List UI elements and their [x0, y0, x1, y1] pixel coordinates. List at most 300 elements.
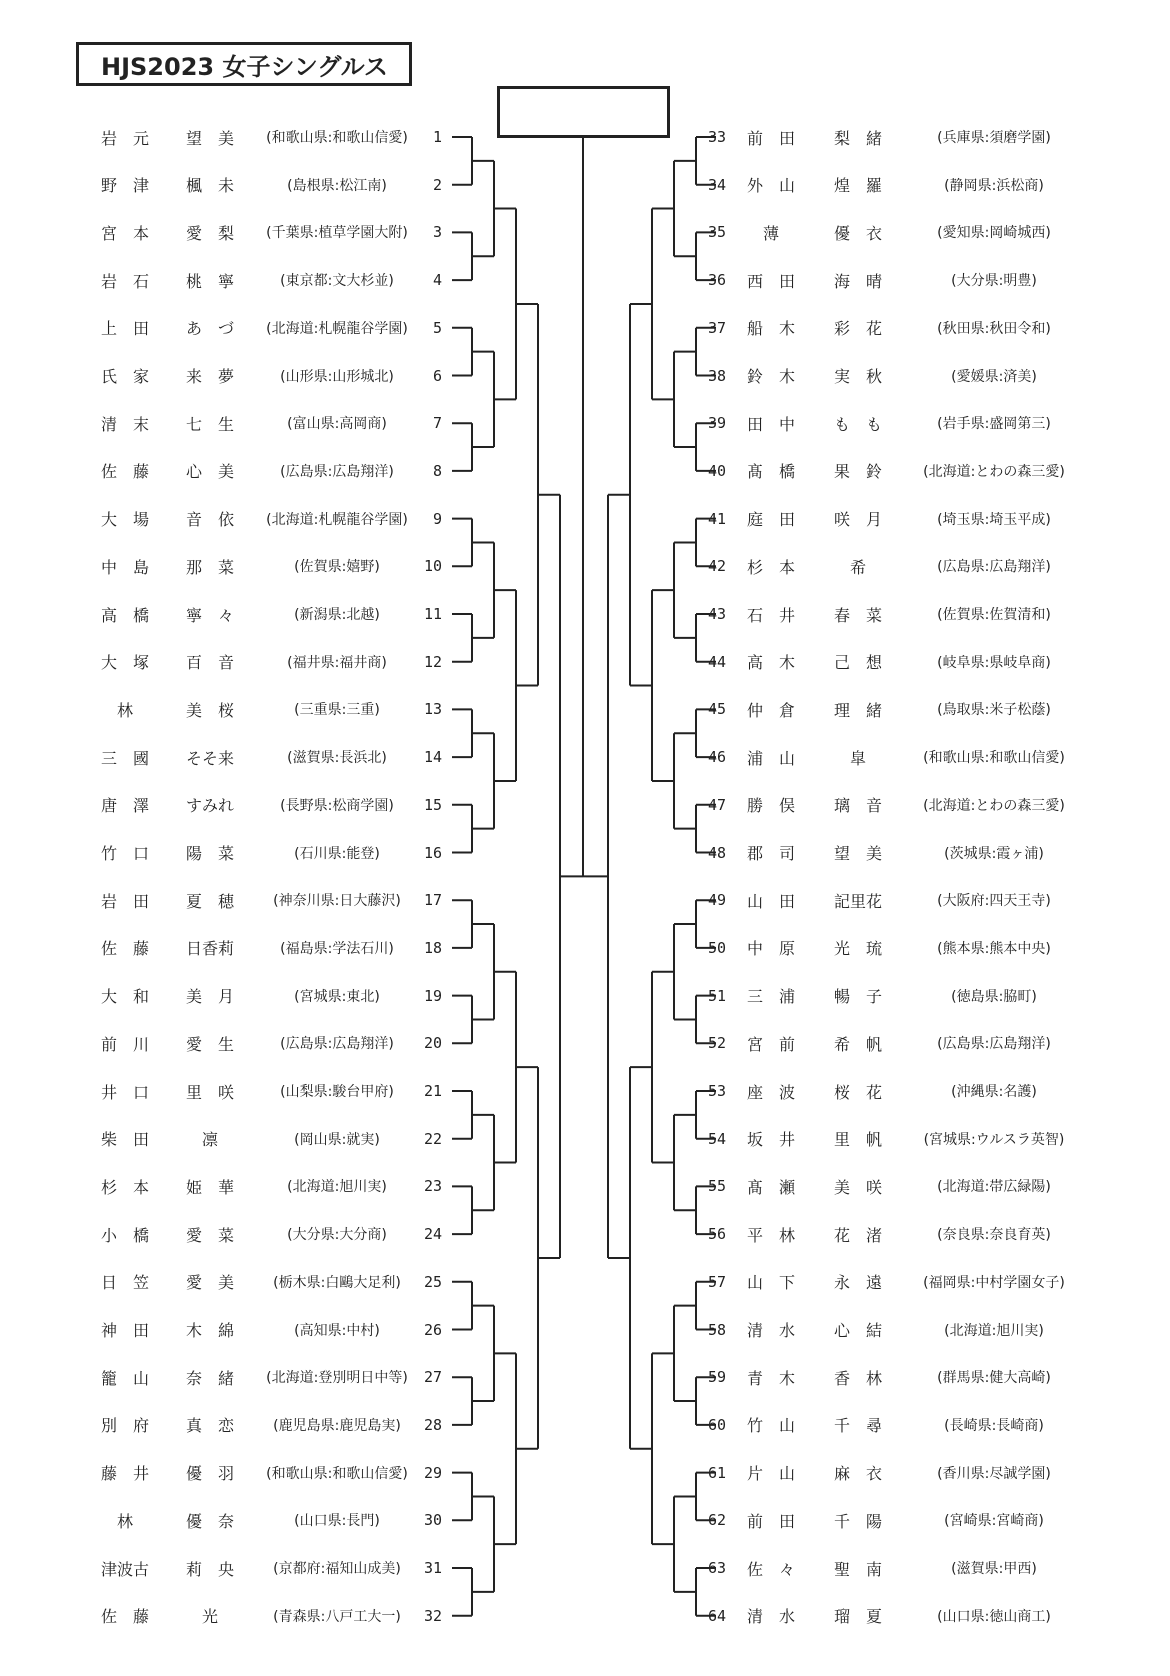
- seed-number: 37: [708, 318, 727, 337]
- player-given-name: 百 音: [185, 653, 234, 673]
- player-row: [80, 170, 442, 200]
- seed-number: 12: [423, 652, 442, 671]
- player-school: (秋田県:秋田令和): [937, 320, 1051, 337]
- player-school: (鳥取県:米子松蔭): [937, 702, 1051, 719]
- player-row: [80, 217, 442, 247]
- player-row: [80, 122, 442, 152]
- seed-number: 24: [423, 1225, 442, 1244]
- player-given-name: 愛 梨: [185, 223, 234, 243]
- player-family-name: 野 津: [100, 176, 149, 196]
- player-row: [80, 361, 442, 391]
- player-family-name: 山 田: [746, 891, 795, 911]
- player-given-name: 里 咲: [185, 1082, 234, 1102]
- player-row: [708, 790, 1074, 820]
- seed-number: 46: [708, 748, 727, 767]
- player-school: (埼玉県:埼玉平成): [937, 511, 1051, 528]
- seed-number: 20: [423, 1034, 442, 1053]
- player-row: [80, 1028, 442, 1058]
- seed-number: 29: [423, 1463, 442, 1482]
- player-given-name: 美 咲: [833, 1177, 882, 1197]
- seed-number: 13: [423, 700, 442, 719]
- seed-number: 9: [432, 509, 442, 528]
- player-row: [80, 885, 442, 915]
- seed-number: 49: [708, 891, 727, 910]
- player-school: (山口県:徳山商工): [937, 1608, 1051, 1625]
- player-school: (佐賀県:佐賀清和): [937, 607, 1051, 623]
- seed-number: 36: [708, 271, 727, 290]
- player-family-name: 杉 本: [746, 557, 795, 577]
- seed-number: 48: [708, 843, 727, 862]
- player-family-name: 田 中: [746, 414, 795, 434]
- player-given-name: 千 尋: [833, 1416, 882, 1436]
- seed-number: 17: [423, 891, 442, 910]
- player-row: [708, 1458, 1074, 1488]
- player-row: [708, 551, 1074, 581]
- player-given-name: 陽 菜: [185, 844, 234, 863]
- player-row: [80, 599, 442, 629]
- player-family-name: 日 笠: [100, 1273, 149, 1293]
- player-family-name: 薄: [762, 223, 779, 243]
- player-school: (兵庫県:須磨学園): [937, 130, 1051, 146]
- player-family-name: 船 木: [746, 319, 795, 339]
- player-row: [708, 1267, 1074, 1297]
- player-family-name: 籠 山: [100, 1368, 149, 1388]
- player-family-name: 座 波: [746, 1082, 795, 1102]
- seed-number: 54: [708, 1129, 727, 1148]
- player-family-name: 前 田: [746, 1511, 795, 1531]
- player-given-name: 希 帆: [833, 1034, 882, 1054]
- seed-number: 11: [423, 605, 442, 623]
- player-family-name: 片 山: [746, 1464, 795, 1484]
- player-row: [708, 1601, 1074, 1631]
- seed-number: 64: [708, 1606, 727, 1625]
- seed-number: 27: [423, 1368, 442, 1387]
- player-given-name: 光: [201, 1607, 218, 1627]
- player-row: [80, 647, 442, 677]
- player-row: [708, 647, 1074, 677]
- player-family-name: 高 橋: [100, 605, 149, 625]
- player-school: (和歌山県:和歌山信愛): [266, 1465, 408, 1482]
- player-given-name: 聖 南: [833, 1559, 882, 1579]
- player-family-name: 小 橋: [100, 1225, 149, 1245]
- player-given-name: 煌 羅: [833, 176, 882, 196]
- player-row: [80, 1076, 442, 1106]
- player-given-name: 里 帆: [833, 1130, 882, 1150]
- player-row: [80, 265, 442, 295]
- seed-number: 28: [423, 1415, 442, 1434]
- player-given-name: 望 美: [185, 128, 234, 148]
- player-family-name: 竹 口: [100, 844, 149, 863]
- player-row: [708, 981, 1074, 1011]
- player-school: (北海道:とわの森三愛): [923, 797, 1065, 814]
- player-row: [708, 122, 1074, 152]
- player-family-name: 清 末: [100, 414, 149, 434]
- seed-number: 38: [708, 366, 727, 385]
- player-school: (福岡県:中村学園女子): [923, 1274, 1065, 1291]
- player-given-name: 花 渚: [833, 1225, 882, 1245]
- player-school: (和歌山県:和歌山信愛): [923, 750, 1065, 767]
- player-given-name: 寧 々: [185, 605, 234, 625]
- player-given-name: 理 緒: [833, 700, 882, 720]
- player-row: [708, 170, 1074, 200]
- player-row: [708, 217, 1074, 247]
- player-row: [80, 838, 442, 868]
- player-school: (広島県:広島翔洋): [280, 1036, 394, 1053]
- player-row: [80, 313, 442, 343]
- player-family-name: 竹 山: [746, 1416, 795, 1436]
- player-row: [80, 933, 442, 963]
- player-school: (北海道:旭川実): [944, 1322, 1044, 1339]
- seed-number: 10: [423, 557, 442, 576]
- player-school: (北海道:登別明日中等): [266, 1370, 408, 1387]
- player-school: (京都府:福知山成美): [273, 1561, 401, 1577]
- seed-number: 42: [708, 557, 727, 576]
- player-given-name: 奈 緒: [185, 1368, 234, 1388]
- player-given-name: 優 衣: [833, 223, 882, 243]
- player-given-name: 優 奈: [185, 1511, 234, 1531]
- title-text: HJS2023 女子シングルス: [101, 52, 388, 81]
- player-school: (北海道:札幌龍谷学園): [266, 511, 408, 528]
- player-row: [708, 1076, 1074, 1106]
- player-family-name: 神 田: [100, 1321, 149, 1340]
- player-school: (高知県:中村): [294, 1322, 380, 1339]
- player-school: (愛媛県:済美): [951, 368, 1037, 385]
- player-row: [80, 1315, 442, 1345]
- player-given-name: 愛 生: [185, 1034, 234, 1054]
- player-family-name: 髙 瀬: [746, 1177, 795, 1197]
- player-school: (岐阜県:県岐阜商): [937, 654, 1051, 671]
- player-family-name: 青 木: [746, 1368, 795, 1388]
- seed-number: 61: [708, 1463, 727, 1482]
- player-family-name: 佐 藤: [100, 462, 149, 482]
- player-school: (岡山県:就実): [294, 1131, 380, 1148]
- player-family-name: 勝 俣: [746, 796, 795, 816]
- player-row: [708, 1553, 1074, 1583]
- player-family-name: 外 山: [746, 176, 795, 196]
- seed-number: 22: [423, 1129, 442, 1148]
- player-row: [80, 456, 442, 486]
- player-family-name: 藤 井: [100, 1464, 149, 1484]
- seed-number: 26: [423, 1320, 442, 1339]
- player-family-name: 岩 元: [100, 128, 149, 148]
- player-school: (東京都:文大杉並): [280, 273, 394, 290]
- player-row: [80, 1553, 442, 1583]
- seed-number: 58: [708, 1320, 727, 1339]
- player-family-name: 高 木: [746, 653, 795, 673]
- player-given-name: 凛: [201, 1130, 218, 1150]
- player-row: [708, 694, 1074, 724]
- seed-number: 21: [423, 1082, 442, 1100]
- player-school: (広島県:広島翔洋): [280, 463, 394, 480]
- player-family-name: 清 水: [746, 1607, 795, 1627]
- player-school: (愛知県:岡崎城西): [937, 225, 1051, 242]
- player-given-name: 桜 花: [833, 1082, 882, 1102]
- player-school: (石川県:能登): [294, 845, 380, 862]
- player-given-name: 姫 華: [185, 1177, 234, 1197]
- seed-number: 62: [708, 1511, 727, 1530]
- player-family-name: 三 國: [100, 748, 149, 768]
- player-school: (沖縄県:名護): [951, 1084, 1037, 1100]
- player-row: [80, 1362, 442, 1392]
- player-school: (広島県:広島翔洋): [937, 559, 1051, 576]
- player-family-name: 宮 前: [746, 1034, 795, 1054]
- player-given-name: 記里花: [833, 891, 882, 911]
- seed-number: 41: [708, 509, 727, 528]
- player-row: [708, 933, 1074, 963]
- player-family-name: 宮 本: [100, 223, 149, 243]
- seed-number: 19: [423, 986, 442, 1005]
- seed-number: 2: [432, 175, 442, 194]
- player-school: (山口県:長門): [294, 1513, 380, 1530]
- player-row: [708, 1410, 1074, 1440]
- seed-number: 56: [708, 1225, 727, 1244]
- player-row: [80, 408, 442, 438]
- seed-number: 47: [708, 795, 727, 814]
- player-family-name: 岩 石: [100, 271, 149, 291]
- player-row: [708, 599, 1074, 629]
- player-given-name: 実 秋: [833, 367, 882, 386]
- player-school: (広島県:広島翔洋): [937, 1036, 1051, 1053]
- player-school: (佐賀県:嬉野): [294, 559, 380, 576]
- player-row: [708, 361, 1074, 391]
- player-row: [708, 1505, 1074, 1535]
- seed-number: 15: [423, 795, 442, 814]
- seed-number: 39: [708, 414, 727, 433]
- seed-number: 6: [432, 366, 442, 385]
- player-family-name: 佐 々: [746, 1559, 795, 1579]
- seed-number: 44: [708, 652, 727, 671]
- seed-number: 32: [423, 1606, 442, 1625]
- player-school: (新潟県:北越): [294, 607, 380, 623]
- player-given-name: 海 晴: [833, 271, 882, 291]
- player-row: [708, 1362, 1074, 1392]
- player-family-name: 清 水: [746, 1321, 795, 1340]
- player-school: (神奈川県:日大藤沢): [273, 893, 401, 910]
- player-given-name: 春 菜: [833, 605, 882, 625]
- player-row: [708, 504, 1074, 534]
- player-school: (三重県:三重): [294, 702, 380, 719]
- player-family-name: 坂 井: [746, 1130, 795, 1150]
- player-given-name: 彩 花: [833, 319, 882, 339]
- player-family-name: 井 口: [100, 1082, 149, 1102]
- player-school: (奈良県:奈良育英): [937, 1227, 1051, 1244]
- player-family-name: 中 島: [100, 557, 149, 577]
- player-row: [80, 504, 442, 534]
- player-row: [708, 885, 1074, 915]
- player-school: (北海道:札幌龍谷学園): [266, 320, 408, 337]
- player-family-name: 平 林: [746, 1225, 795, 1245]
- seed-number: 3: [432, 223, 442, 242]
- player-given-name: 日香莉: [185, 939, 234, 959]
- seed-number: 14: [423, 748, 442, 767]
- player-school: (香川県:尽誠学園): [937, 1465, 1051, 1482]
- player-given-name: 香 林: [833, 1368, 882, 1388]
- player-school: (山形県:山形城北): [280, 368, 394, 385]
- player-school: (静岡県:浜松商): [944, 177, 1044, 194]
- player-family-name: 郡 司: [746, 844, 795, 863]
- player-school: (宮城県:ウルスラ英智): [923, 1131, 1065, 1148]
- seed-number: 35: [708, 223, 727, 242]
- player-family-name: 佐 藤: [100, 1607, 149, 1627]
- player-row: [80, 694, 442, 724]
- player-family-name: 上 田: [100, 319, 149, 339]
- player-given-name: 希: [849, 557, 866, 577]
- player-given-name: も も: [833, 414, 882, 434]
- player-given-name: 楓 未: [185, 176, 234, 196]
- player-given-name: 暢 子: [833, 987, 882, 1007]
- player-family-name: 前 田: [746, 128, 795, 148]
- player-school: (滋賀県:甲西): [951, 1561, 1037, 1577]
- player-given-name: 那 菜: [185, 557, 234, 577]
- player-school: (長崎県:長崎商): [944, 1417, 1044, 1434]
- seed-number: 53: [708, 1082, 727, 1100]
- player-row: [708, 742, 1074, 772]
- player-school: (島根県:松江南): [287, 177, 387, 194]
- player-family-name: 鈴 木: [746, 367, 795, 386]
- seed-number: 30: [423, 1511, 442, 1530]
- seed-number: 60: [708, 1415, 727, 1434]
- player-row: [80, 981, 442, 1011]
- player-row: [708, 313, 1074, 343]
- player-family-name: 山 下: [746, 1273, 795, 1293]
- seed-number: 52: [708, 1034, 727, 1053]
- player-family-name: 津波古: [100, 1559, 149, 1579]
- seed-number: 4: [432, 271, 442, 290]
- player-family-name: 前 川: [100, 1034, 149, 1054]
- player-family-name: 中 原: [746, 939, 795, 959]
- player-school: (大阪府:四天王寺): [937, 893, 1051, 910]
- player-family-name: 西 田: [746, 271, 795, 291]
- player-given-name: 優 羽: [185, 1464, 234, 1484]
- player-given-name: 来 夢: [185, 367, 234, 386]
- player-family-name: 庭 田: [746, 510, 795, 530]
- player-school: (北海道:旭川実): [287, 1179, 387, 1196]
- player-school: (千葉県:植草学園大附): [266, 225, 408, 242]
- player-given-name: 夏 穂: [185, 891, 234, 911]
- seed-number: 50: [708, 938, 727, 957]
- player-row: [708, 456, 1074, 486]
- player-school: (滋賀県:長浜北): [287, 750, 387, 767]
- player-given-name: 梨 緒: [833, 128, 882, 148]
- player-family-name: 佐 藤: [100, 939, 149, 959]
- player-family-name: 岩 田: [100, 891, 149, 911]
- player-family-name: 大 塚: [100, 653, 149, 673]
- player-row: [708, 1028, 1074, 1058]
- player-row: [708, 1219, 1074, 1249]
- seed-number: 55: [708, 1177, 727, 1196]
- player-given-name: 璃 音: [833, 796, 882, 816]
- player-given-name: 果 鈴: [833, 462, 882, 482]
- player-row: [708, 1171, 1074, 1201]
- player-given-name: 永 遠: [833, 1273, 882, 1293]
- seed-number: 1: [432, 128, 442, 146]
- player-family-name: 柴 田: [100, 1130, 149, 1150]
- player-row: [80, 1124, 442, 1154]
- player-row: [80, 1601, 442, 1631]
- seed-number: 40: [708, 461, 727, 480]
- seed-number: 31: [423, 1559, 442, 1577]
- seed-number: 59: [708, 1368, 727, 1387]
- player-school: (北海道:とわの森三愛): [923, 463, 1065, 480]
- player-given-name: 美 桜: [185, 700, 234, 720]
- player-row: [80, 1505, 442, 1535]
- player-given-name: 桃 寧: [185, 271, 234, 291]
- player-family-name: 林: [116, 1511, 133, 1531]
- player-given-name: 心 結: [833, 1321, 882, 1340]
- player-family-name: 杉 本: [100, 1177, 149, 1197]
- player-school: (宮城県:東北): [294, 988, 380, 1005]
- seed-number: 16: [423, 843, 442, 862]
- player-given-name: 皐: [849, 748, 866, 768]
- player-school: (熊本県:熊本中央): [937, 940, 1051, 957]
- seed-number: 8: [432, 461, 442, 480]
- player-row: [80, 1219, 442, 1249]
- player-given-name: あ づ: [185, 319, 234, 339]
- player-school: (山梨県:駿台甲府): [280, 1084, 394, 1100]
- player-family-name: 林: [116, 700, 133, 720]
- seed-number: 18: [423, 938, 442, 957]
- player-given-name: 七 生: [185, 414, 234, 434]
- player-row: [80, 1410, 442, 1440]
- player-family-name: 仲 倉: [746, 700, 795, 720]
- player-school: (青森県:八戸工大一): [273, 1608, 401, 1625]
- player-given-name: 己 想: [833, 653, 882, 673]
- player-row: [80, 1458, 442, 1488]
- player-school: (栃木県:白鷗大足利): [273, 1274, 401, 1291]
- player-row: [708, 265, 1074, 295]
- player-row: [708, 1315, 1074, 1345]
- player-school: (福井県:福井商): [287, 654, 387, 671]
- player-given-name: 木 綿: [185, 1321, 234, 1340]
- seed-number: 51: [708, 986, 727, 1005]
- player-school: (宮崎県:宮崎商): [944, 1513, 1044, 1530]
- player-row: [708, 838, 1074, 868]
- player-row: [80, 1267, 442, 1297]
- player-given-name: 千 陽: [833, 1511, 882, 1531]
- player-given-name: 真 恋: [185, 1416, 234, 1436]
- player-row: [708, 1124, 1074, 1154]
- player-given-name: 美 月: [185, 987, 234, 1007]
- player-given-name: 望 美: [833, 844, 882, 863]
- player-family-name: 石 井: [746, 605, 795, 625]
- player-family-name: 氏 家: [100, 367, 149, 386]
- seed-number: 43: [708, 605, 727, 623]
- seed-number: 5: [432, 318, 442, 337]
- player-family-name: 浦 山: [746, 748, 795, 768]
- player-family-name: 三 浦: [746, 987, 795, 1007]
- player-family-name: 別 府: [100, 1416, 149, 1436]
- player-school: (群馬県:健大高崎): [937, 1370, 1051, 1387]
- player-school: (茨城県:霞ヶ浦): [944, 845, 1044, 862]
- player-row: [80, 790, 442, 820]
- seed-number: 63: [708, 1559, 727, 1577]
- player-school: (福島県:学法石川): [280, 940, 394, 957]
- seed-number: 33: [708, 128, 727, 146]
- player-family-name: 髙 橋: [746, 462, 795, 482]
- player-given-name: 瑠 夏: [833, 1607, 882, 1627]
- player-given-name: 咲 月: [833, 510, 882, 530]
- player-school: (大分県:明豊): [951, 273, 1037, 290]
- player-given-name: すみれ: [185, 796, 234, 816]
- player-given-name: 莉 央: [185, 1559, 234, 1579]
- player-school: (和歌山県:和歌山信愛): [266, 130, 408, 146]
- seed-number: 45: [708, 700, 727, 719]
- player-row: [708, 408, 1074, 438]
- player-given-name: 音 依: [185, 510, 234, 530]
- player-given-name: 麻 衣: [833, 1464, 882, 1484]
- seed-number: 57: [708, 1272, 727, 1291]
- player-given-name: 愛 美: [185, 1273, 234, 1293]
